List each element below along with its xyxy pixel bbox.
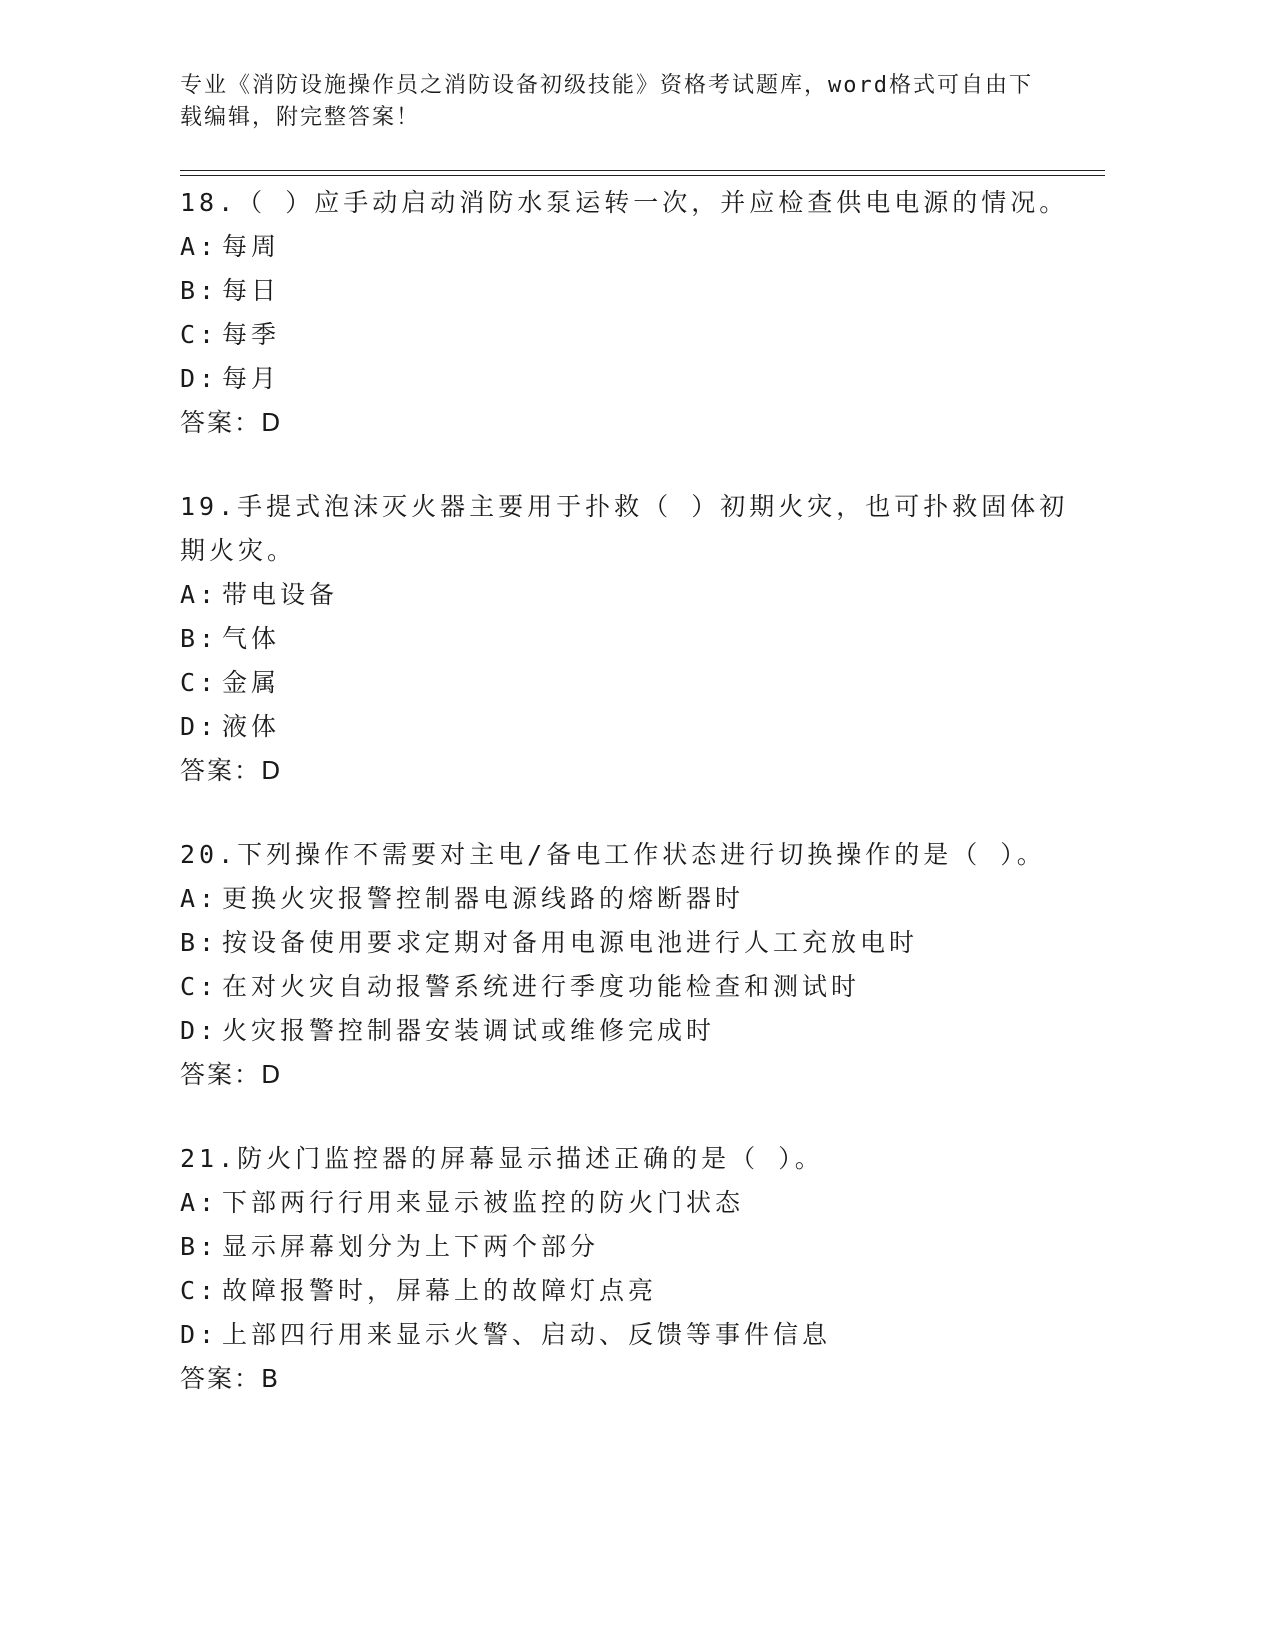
question-stem: 20.下列操作不需要对主电/备电工作状态进行切换操作的是（ ）。 bbox=[180, 840, 1046, 869]
option-text: 每季 bbox=[222, 320, 281, 349]
option-text: 显示屏幕划分为上下两个部分 bbox=[222, 1232, 600, 1261]
option-key: D: bbox=[180, 1016, 219, 1045]
answer-key: 答案：B bbox=[180, 1364, 281, 1393]
option-text: 下部两行行用来显示被监控的防火门状态 bbox=[222, 1188, 745, 1217]
answer-key: 答案：D bbox=[180, 1060, 283, 1089]
question-list bbox=[180, 181, 1080, 1441]
answer-option bbox=[180, 965, 1080, 1009]
answer-option bbox=[180, 225, 1080, 269]
answer-option bbox=[180, 705, 1080, 749]
answer-option bbox=[180, 661, 1080, 705]
option-text: 液体 bbox=[222, 712, 281, 741]
answer-option bbox=[180, 357, 1080, 401]
option-text: 气体 bbox=[222, 624, 281, 653]
answer-key: 答案：D bbox=[180, 408, 283, 437]
question-block bbox=[180, 181, 1080, 445]
answer-option bbox=[180, 877, 1080, 921]
option-text: 故障报警时，屏幕上的故障灯点亮 bbox=[222, 1276, 658, 1305]
answer-key: 答案：D bbox=[180, 756, 283, 785]
header-line-2: 载编辑，附完整答案！ bbox=[180, 105, 421, 130]
document-header bbox=[180, 70, 1080, 134]
option-key: B: bbox=[180, 928, 219, 957]
question-block bbox=[180, 485, 1080, 793]
answer-option bbox=[180, 617, 1080, 661]
header-divider-bottom bbox=[180, 175, 1105, 176]
option-key: C: bbox=[180, 320, 219, 349]
option-text: 每月 bbox=[222, 364, 281, 393]
answer-option bbox=[180, 313, 1080, 357]
answer-option bbox=[180, 269, 1080, 313]
option-text: 每周 bbox=[222, 232, 281, 261]
option-text: 每日 bbox=[222, 276, 281, 305]
answer-option bbox=[180, 1225, 1080, 1269]
option-text: 按设备使用要求定期对备用电源电池进行人工充放电时 bbox=[222, 928, 919, 957]
option-text: 金属 bbox=[222, 668, 281, 697]
option-key: A: bbox=[180, 232, 219, 261]
option-key: A: bbox=[180, 1188, 219, 1217]
option-key: C: bbox=[180, 668, 219, 697]
option-key: D: bbox=[180, 712, 219, 741]
answer-option bbox=[180, 921, 1080, 965]
answer-option bbox=[180, 573, 1080, 617]
option-key: A: bbox=[180, 884, 219, 913]
option-text: 在对火灾自动报警系统进行季度功能检查和测试时 bbox=[222, 972, 861, 1001]
option-key: C: bbox=[180, 1276, 219, 1305]
question-stem: 18.（ ）应手动启动消防水泵运转一次，并应检查供电电源的情况。 bbox=[180, 188, 1069, 217]
header-divider-top bbox=[180, 170, 1105, 171]
answer-option bbox=[180, 1313, 1080, 1357]
answer-option bbox=[180, 1269, 1080, 1313]
option-key: B: bbox=[180, 1232, 219, 1261]
question-block bbox=[180, 1137, 1080, 1401]
option-key: B: bbox=[180, 276, 219, 305]
header-line-1: 专业《消防设施操作员之消防设备初级技能》资格考试题库，word格式可自由下 bbox=[180, 73, 1033, 98]
answer-option bbox=[180, 1181, 1080, 1225]
option-key: D: bbox=[180, 1320, 219, 1349]
option-text: 火灾报警控制器安装调试或维修完成时 bbox=[222, 1016, 716, 1045]
option-key: A: bbox=[180, 580, 219, 609]
answer-option bbox=[180, 1009, 1080, 1053]
question-block bbox=[180, 833, 1080, 1097]
option-text: 更换火灾报警控制器电源线路的熔断器时 bbox=[222, 884, 745, 913]
option-key: D: bbox=[180, 364, 219, 393]
option-key: C: bbox=[180, 972, 219, 1001]
option-text: 带电设备 bbox=[222, 580, 339, 609]
question-stem: 19.手提式泡沫灭火器主要用于扑救（ ）初期火灾，也可扑救固体初期火灾。 bbox=[180, 492, 1069, 565]
option-text: 上部四行用来显示火警、启动、反馈等事件信息 bbox=[222, 1320, 832, 1349]
question-stem: 21.防火门监控器的屏幕显示描述正确的是（ ）。 bbox=[180, 1144, 824, 1173]
option-key: B: bbox=[180, 624, 219, 653]
